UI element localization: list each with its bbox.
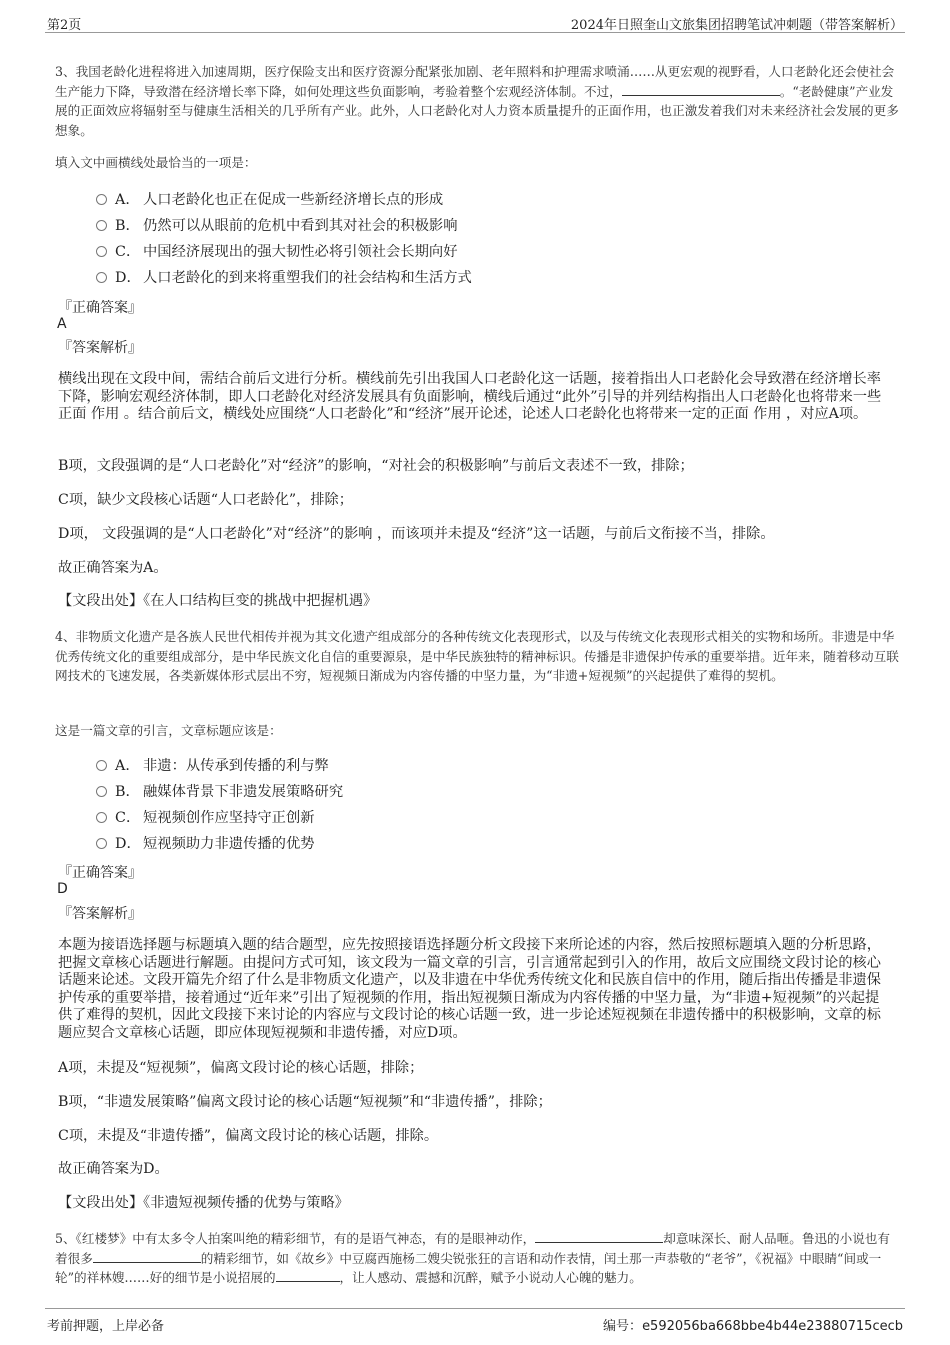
radio-icon[interactable]: [96, 194, 107, 205]
document-code: 编号：e592056ba668bbe4b44e23880715cecb: [603, 1319, 903, 1334]
fill-blank: [622, 83, 780, 96]
source-citation: 【文段出处】《非遗短视频传播的优势与策略》: [58, 1195, 349, 1211]
radio-icon[interactable]: [96, 272, 107, 283]
option-b[interactable]: B． 仍然可以从眼前的危机中看到其对社会的积极影响: [96, 213, 472, 239]
document-title: 2024年日照奎山文旅集团招聘笔试冲刺题（带答案解析）: [570, 18, 903, 33]
analysis-conclusion: 故正确答案为A。: [58, 560, 168, 576]
radio-icon[interactable]: [96, 246, 107, 257]
footer-slogan: 考前押题，上岸必备: [47, 1319, 165, 1334]
analysis-paragraph: A项，未提及“短视频”，偏离文段讨论的核心话题，排除；: [58, 1060, 424, 1076]
option-c[interactable]: C． 短视频创作应坚持守正创新: [96, 805, 343, 831]
analysis-paragraph: 本题为接语选择题与标题填入题的结合题型，应先按照接语选择题分析文段接下来所论述的内容，然后按照标题填入题的分析思路，把握文章核心话题进行解题。由提问方式可知，该文段为一篇文章的引言，引言通常起到引入的作用，故后文应围绕文段讨论的核心话题来论述。文段开篇先介绍了什么是非物质文化遗产，以及非遗在中华优秀传统文化和民族自信中的作用，随后指出传播是非遗保护传承的重要举措，接着通过“近年来”引出了短视频的作用，指出短视频日渐成为内容传播的中坚力量，为“非遗+短视频”的兴起提供了难得的契机，因此文段接下来讨论的内容应与文段讨论的核心话题一致，进一步论述短视频在非遗传播中的积极影响，文章的标题应契合文章核心话题，即应体现短视频和非遗传播，对应D项。: [58, 937, 881, 1041]
option-c[interactable]: C． 中国经济展现出的强大韧性必将引领社会长期向好: [96, 239, 472, 265]
radio-icon[interactable]: [96, 760, 107, 771]
answer-value: D: [57, 881, 68, 897]
radio-icon[interactable]: [96, 812, 107, 823]
analysis-paragraph: B项，“非遗发展策略”偏离文段讨论的核心话题“短视频”和“非遗传播”，排除；: [58, 1094, 552, 1110]
answer-label: 『正确答案』: [58, 300, 142, 316]
radio-icon[interactable]: [96, 838, 107, 849]
analysis-paragraph: D项， 文段强调的是“人口老龄化”对“经济”的影响 ，而该项并未提及“经济”这一话题，与前后文衔接不当，排除。: [58, 526, 775, 542]
option-b[interactable]: B． 融媒体背景下非遗发展策略研究: [96, 779, 343, 805]
analysis-label: 『答案解析』: [58, 340, 142, 356]
question-5-stem: 5、《红楼梦》中有太多令人拍案叫绝的精彩细节，有的是语气神态，有的是眼神动作， 却意味深长、耐人品咂。鲁迅的小说也有着很多 的精彩细节，如《故乡》中豆腐西施杨二嫂尖锐张狂的言语和动作表情，闰土那一声恭敬的“老爷”，《祝福》中眼睛“间或一轮”的祥林嫂……好的细节是小说招展的 ，让人感动、震撼和沉醉，赋予小说动人心魄的魅力。: [55, 1231, 890, 1286]
analysis-paragraph: C项，缺少文段核心话题“人口老龄化”，排除；: [58, 492, 353, 508]
option-a[interactable]: A． 非遗：从传承到传播的利与弊: [96, 753, 343, 779]
analysis-label: 『答案解析』: [58, 906, 142, 922]
fill-blank: [93, 1250, 201, 1263]
analysis-paragraph: C项，未提及“非遗传播”，偏离文段讨论的核心话题，排除。: [58, 1128, 439, 1144]
question-3-stem: 3、我国老龄化进程将进入加速周期，医疗保险支出和医疗资源分配紧张加剧、老年照料和护理需求喷涌……从更宏观的视野看，人口老龄化还会使社会生产能力下降，导致潜在经济增长率下降，如何处理这些负面影响，考验着整个宏观经济体制。不过， 。“老龄健康”产业发展的正面效应将辐射至与健康生活相关的几乎所有产业。此外，人口老龄化对人力资本质量提升的正面作用，也正激发着我们对未来经济社会发展的更多想象。: [55, 64, 899, 138]
answer-label: 『正确答案』: [58, 865, 142, 881]
analysis-conclusion: 故正确答案为D。: [58, 1161, 169, 1177]
question-4-stem: 4、非物质文化遗产是各族人民世代相传并视为其文化遗产组成部分的各种传统文化表现形式，以及与传统文化表现形式相关的实物和场所。非遗是中华优秀传统文化的重要组成部分，是中华民族文化自信的重要源泉，是中华民族独特的精神标识。传播是非遗保护传承的重要举措。近年来，随着移动互联网技术的飞速发展，各类新媒体形式层出不穷，短视频日渐成为内容传播的中坚力量，为“非遗+短视频”的兴起提供了难得的契机。: [55, 629, 899, 684]
fill-blank: [276, 1269, 340, 1282]
page-footer: [45, 1308, 905, 1335]
radio-icon[interactable]: [96, 786, 107, 797]
analysis-paragraph: B项，文段强调的是“人口老龄化”对“经济”的影响，“对社会的积极影响”与前后文表述不一致，排除；: [58, 458, 694, 474]
option-d[interactable]: D． 人口老龄化的到来将重塑我们的社会结构和生活方式: [96, 265, 472, 291]
question-4-prompt: 这是一篇文章的引言，文章标题应该是：: [55, 723, 282, 738]
radio-icon[interactable]: [96, 220, 107, 231]
source-citation: 【文段出处】《在人口结构巨变的挑战中把握机遇》: [58, 593, 378, 609]
answer-value: A: [57, 316, 67, 332]
question-3-options: [96, 187, 472, 291]
question-3-prompt: 填入文中画横线处最恰当的一项是：: [55, 155, 257, 170]
page-number: 第2页: [47, 18, 82, 33]
fill-blank: [535, 1230, 663, 1243]
question-4-options: [96, 753, 343, 857]
page-header: [45, 12, 905, 33]
option-d[interactable]: D． 短视频助力非遗传播的优势: [96, 831, 343, 857]
option-a[interactable]: A． 人口老龄化也正在促成一些新经济增长点的形成: [96, 187, 472, 213]
analysis-paragraph: 横线出现在文段中间，需结合前后文进行分析。横线前先引出我国人口老龄化这一话题，接着指出人口老龄化会导致潜在经济增长率下降，影响宏观经济体制，即人口老龄化对经济发展具有负面影响，横线后通过“此外”引导的并列结构指出人口老龄化也将带来一些正面 作用 。结合前后文，横线处应围绕“人口老龄化”和“经济”展开论述，论述人口老龄化也将带来一定的正面 作用 ，对应A项。: [58, 371, 882, 422]
